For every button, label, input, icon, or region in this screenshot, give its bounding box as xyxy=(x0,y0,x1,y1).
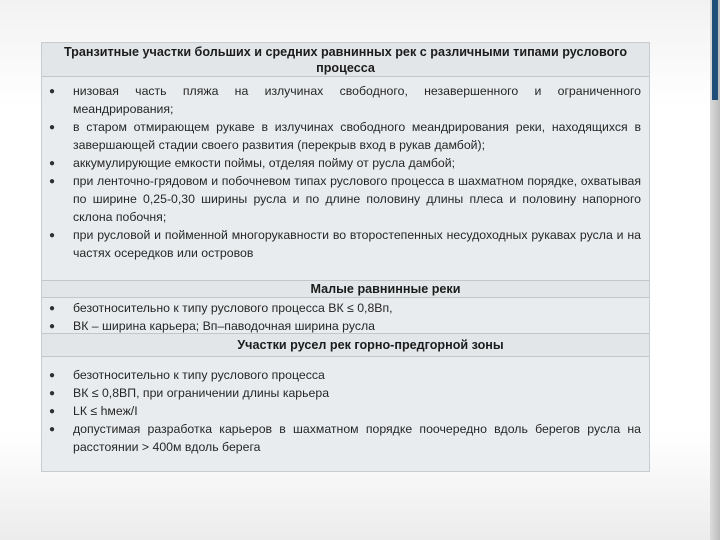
list-item: ● допустимая разработка карьеров в шахматном порядке поочередно вдоль берегов русла на расстоянии > 400м вдоль берега xyxy=(49,422,641,454)
section3-title: Участки русел рек горно-предгорной зоны xyxy=(42,333,649,357)
list-item: ● в старом отмирающем рукаве в излучинах свободного меандрирования реки, находящихся в завершающей стадии своего развития (перекрыв вход в рукав дамбой); xyxy=(49,120,641,152)
bullet-dot-icon: ● xyxy=(49,230,56,241)
list-item: ● LК ≤ hмеж/I xyxy=(42,402,649,420)
bullet-dot-icon: ● xyxy=(49,388,56,399)
section2-list xyxy=(42,299,649,335)
accent-bar xyxy=(712,0,718,100)
section1-list xyxy=(42,82,649,262)
list-item: ● ВК – ширина карьера; Вп–паводочная ширина русла xyxy=(42,317,649,335)
list-item: ● при ленточно-грядовом и побочневом типах руслового процесса в шахматном порядке, охватывая по ширине 0,25-0,30 ширины русла и по длине половину длины плеса и половину напорного склона побочня; xyxy=(49,174,641,224)
bullet-dot-icon: ● xyxy=(49,158,56,169)
bullet-dot-icon: ● xyxy=(49,370,56,381)
bullet-dot-icon: ● xyxy=(49,321,56,332)
bullet-dot-icon: ● xyxy=(49,424,56,435)
bullet-dot-icon: ● xyxy=(49,122,56,133)
section1-title: Транзитные участки больших и средних равнинных рек с различными типами руслового процесса xyxy=(42,43,649,77)
list-item: ● безотносительно к типу руслового процесса xyxy=(42,366,649,384)
bullet-dot-icon: ● xyxy=(49,176,56,187)
section3-list xyxy=(42,366,649,456)
list-item: ● при русловой и пойменной многорукавности во второстепенных несудоходных рукавах русла и на частях осередков или островов xyxy=(49,228,641,260)
list-item: ● низовая часть пляжа на излучинах свободного, незавершенного и ограниченного меандрирования; xyxy=(49,84,641,116)
bullet-dot-icon: ● xyxy=(49,303,56,314)
list-item: ● безотносительно к типу руслового процесса ВК ≤ 0,8Вп, xyxy=(42,299,649,317)
content-panel xyxy=(41,42,650,472)
bullet-dot-icon: ● xyxy=(49,86,56,97)
bullet-dot-icon: ● xyxy=(49,406,56,417)
list-item: ● аккумулирующие емкости поймы, отделяя пойму от русла дамбой; xyxy=(42,154,649,172)
section2-title: Малые равнинные реки xyxy=(42,280,649,298)
list-item: ● ВК ≤ 0,8ВП, при ограничении длины карьера xyxy=(42,384,649,402)
